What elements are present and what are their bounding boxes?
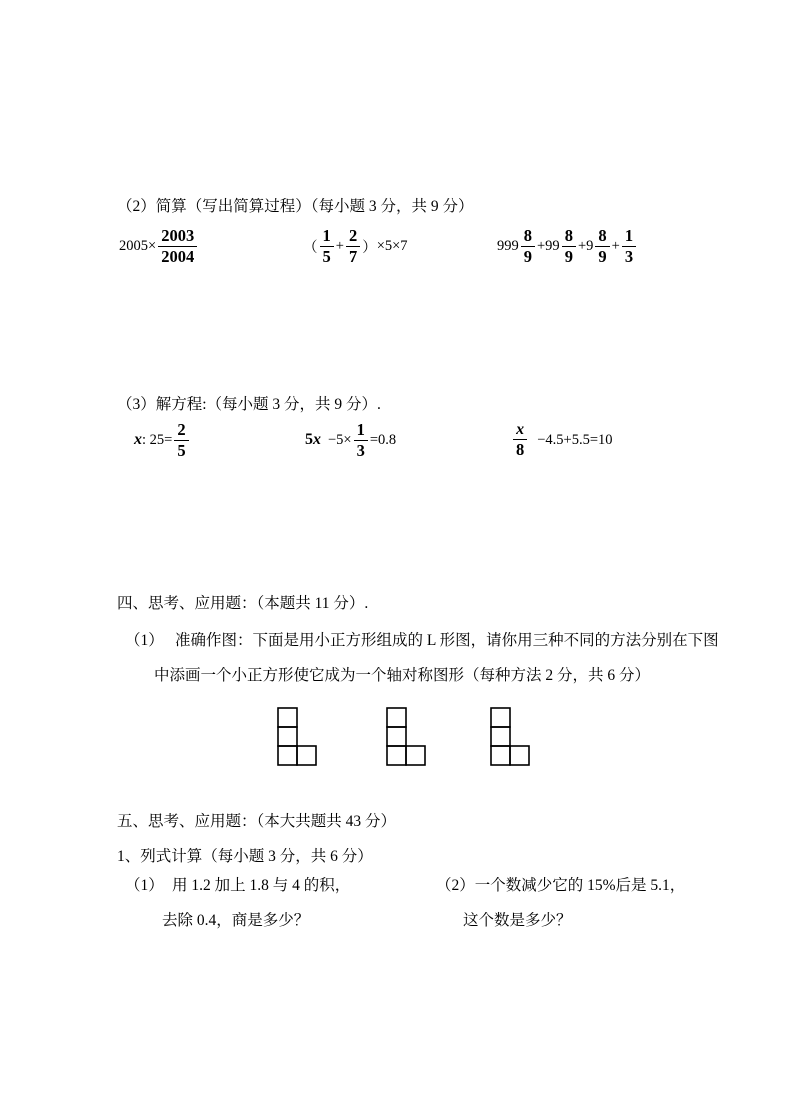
expression-mixed-numbers [497, 223, 638, 269]
section5-subheading: 1、列式计算（每小题 3 分，共 6 分） [117, 848, 373, 865]
plus-whole-number: +99 [537, 237, 560, 254]
equation-x-over-8 [511, 417, 613, 463]
fraction-denominator: 5 [320, 246, 334, 266]
fraction [346, 227, 360, 266]
section4-instruction-line1: 准确作图：下面是用小正方形组成的 L 形图，请你用三种不同的方法分别在下图 [175, 632, 719, 649]
fraction-numerator: 1 [624, 225, 634, 245]
fraction-numerator: 8 [564, 225, 573, 245]
fraction [562, 227, 576, 266]
expression-suffix: ×5×7 [376, 237, 408, 254]
open-paren: （ [303, 239, 318, 256]
l-shape-drawing [386, 707, 427, 767]
fraction-denominator: 9 [562, 246, 576, 266]
section4-instruction-line2: 中添画一个小正方形使它成为一个轴对称图形（每种方法 2 分，共 6 分） [154, 667, 651, 684]
item-label-1: （1） [125, 632, 164, 649]
question2-line1: （2）一个数减少它的 15%后是 5.1， [436, 877, 686, 894]
variable-x: x [134, 431, 142, 448]
equation-ratio [134, 417, 191, 463]
plus-sign: + [335, 237, 344, 254]
whole-number: 999 [497, 237, 519, 254]
fraction [158, 227, 197, 266]
fraction [595, 227, 609, 266]
coefficient: 5 [305, 431, 313, 448]
equation-body: −4.5+5.5=10 [537, 431, 613, 448]
close-paren: ） [362, 239, 377, 256]
fraction-numerator: 2003 [161, 225, 195, 245]
fraction [521, 227, 535, 266]
fraction-numerator: 2 [348, 225, 358, 245]
fraction [320, 227, 334, 266]
fraction-denominator: 2004 [158, 246, 197, 266]
heading-section4: 四、思考、应用题：（本题共 11 分）. [117, 595, 369, 612]
plus-sign: + [611, 237, 620, 254]
fraction-numerator: 1 [322, 225, 331, 245]
fraction [174, 421, 188, 460]
heading-section5: 五、思考、应用题：（本大共题共 43 分） [117, 813, 397, 830]
expression-paren-fractions [303, 223, 408, 269]
equation-body: : 25= [142, 431, 173, 448]
fraction-denominator: 5 [174, 440, 188, 460]
question1-line1: 用 1.2 加上 1.8 与 4 的积， [172, 877, 351, 894]
variable-x: x [313, 431, 321, 448]
expression-2005-fraction [119, 223, 199, 269]
l-shape-figure-2 [386, 707, 427, 767]
equation-5x [305, 417, 396, 463]
plus-whole-number: +9 [577, 237, 594, 254]
fraction-numerator-x: x [516, 420, 525, 438]
question1-label: （1） [125, 877, 164, 894]
equation-body: −5× [328, 431, 352, 448]
l-shape-drawing [490, 707, 531, 767]
fraction-denominator: 3 [622, 246, 636, 266]
fraction-denominator: 3 [354, 440, 368, 460]
heading-simplify: （2）简算（写出简算过程）（每小题 3 分，共 9 分） [117, 198, 474, 215]
question2-line2: 这个数是多少？ [463, 912, 572, 929]
fraction [622, 227, 636, 266]
fraction-numerator: 8 [598, 225, 607, 245]
heading-equations: （3）解方程:（每小题 3 分，共 9 分）. [117, 396, 381, 413]
fraction-denominator: 9 [595, 246, 609, 266]
l-shape-figure-1 [277, 707, 318, 767]
fraction-denominator: 7 [346, 246, 360, 266]
fraction-denominator: 8 [513, 439, 527, 459]
fraction-denominator: 9 [521, 246, 535, 266]
fraction-numerator: 1 [356, 419, 365, 439]
fraction [354, 421, 368, 460]
l-shape-drawing [277, 707, 318, 767]
l-shape-figure-3 [490, 707, 531, 767]
fraction-numerator: 8 [523, 225, 532, 245]
fraction-numerator: 2 [177, 419, 186, 439]
equation-result: =0.8 [369, 431, 397, 448]
question1-line2: 去除 0.4，商是多少？ [162, 912, 310, 929]
fraction [513, 421, 527, 459]
expression-prefix: 2005× [119, 237, 157, 254]
